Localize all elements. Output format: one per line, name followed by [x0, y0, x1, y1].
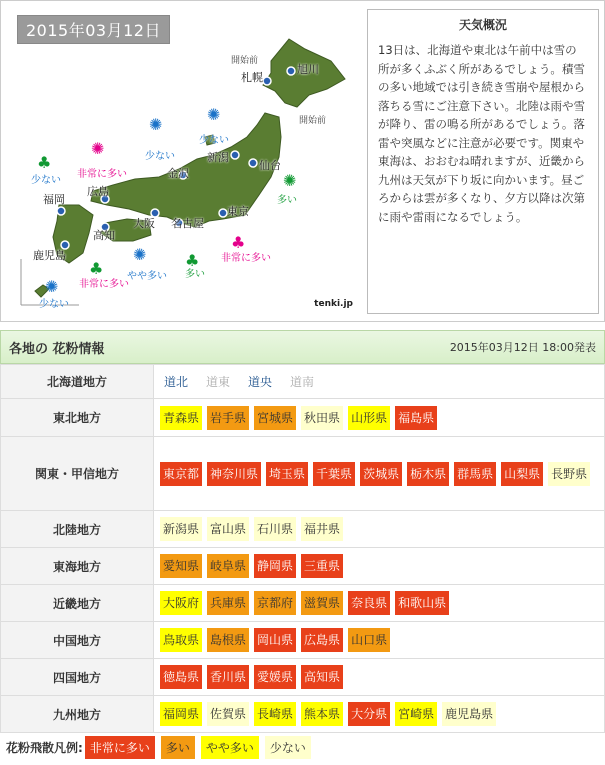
note-before-start: 開始前 — [231, 56, 259, 66]
pollen-title: 各地の 花粉情報 — [9, 341, 105, 357]
prefecture-link[interactable]: 東京都 — [160, 462, 202, 486]
hokkaido-area-link: 道東 — [206, 375, 231, 389]
table-row — [1, 437, 605, 511]
pollen-level-label: やや多い — [127, 271, 167, 282]
city-label-sendai: 仙台 — [259, 159, 281, 172]
region-name: 近畿地方 — [1, 585, 154, 622]
tree-icon: ♣ — [185, 251, 200, 270]
hokkaido-area-link[interactable]: 道北 — [164, 375, 189, 389]
prefecture-link[interactable]: 茨城県 — [360, 462, 402, 486]
prefecture-link[interactable]: 石川県 — [254, 517, 296, 541]
tree-icon: ♣ — [37, 153, 52, 172]
region-name: 北陸地方 — [1, 511, 154, 548]
tree-icon: ♣ — [231, 233, 246, 252]
region-prefectures — [154, 696, 605, 733]
note-before-start: 開始前 — [299, 116, 327, 126]
pollen-burst-icon: ✺ — [149, 115, 163, 134]
prefecture-link[interactable]: 滋賀県 — [301, 591, 343, 615]
city-label-sapporo: 札幌 — [241, 71, 263, 84]
city-label-osaka: 大阪 — [133, 217, 155, 230]
city-label-kanazawa: 金沢 — [167, 167, 189, 180]
prefecture-link[interactable]: 宮城県 — [254, 406, 296, 430]
region-prefectures — [154, 437, 605, 511]
prefecture-link[interactable]: 和歌山県 — [395, 591, 449, 615]
prefecture-link[interactable]: 埼玉県 — [266, 462, 308, 486]
pollen-info-section — [0, 330, 605, 765]
pollen-header — [0, 330, 605, 364]
forecast-panel — [0, 0, 605, 322]
pollen-level-label: 少ない — [145, 151, 175, 162]
pollen-level-label: 少ない — [199, 135, 229, 146]
table-row — [1, 585, 605, 622]
prefecture-link[interactable]: 熊本県 — [301, 702, 343, 726]
region-areas — [154, 365, 605, 399]
region-name: 東海地方 — [1, 548, 154, 585]
prefecture-link[interactable]: 山口県 — [348, 628, 390, 652]
prefecture-link[interactable]: 岩手県 — [207, 406, 249, 430]
pollen-issued-time: 2015年03月12日 18:00発表 — [449, 341, 596, 354]
region-prefectures — [154, 511, 605, 548]
forecast-date: 2015年03月12日 — [17, 15, 170, 44]
region-prefectures — [154, 585, 605, 622]
japan-map-graphic — [9, 9, 359, 315]
prefecture-link[interactable]: 徳島県 — [160, 665, 202, 689]
city-label-kagoshima: 鹿児島 — [33, 249, 66, 262]
prefecture-link[interactable]: 岡山県 — [254, 628, 296, 652]
city-label-fukuoka: 福岡 — [43, 193, 65, 206]
hokkaido-area-link[interactable]: 道央 — [248, 375, 273, 389]
prefecture-link[interactable]: 大阪府 — [160, 591, 202, 615]
table-row — [1, 399, 605, 437]
prefecture-link[interactable]: 福島県 — [395, 406, 437, 430]
prefecture-link[interactable]: 高知県 — [301, 665, 343, 689]
prefecture-link[interactable]: 佐賀県 — [207, 702, 249, 726]
city-label-nagoya: 名古屋 — [171, 217, 204, 230]
pollen-level-label: 多い — [277, 195, 297, 206]
region-prefectures — [154, 548, 605, 585]
region-prefectures — [154, 659, 605, 696]
table-row — [1, 511, 605, 548]
region-name: 関東・甲信地方 — [1, 437, 154, 511]
prefecture-link[interactable]: 千葉県 — [313, 462, 355, 486]
weather-text: 13日は、北海道や東北は午前中は雪の所が多くふぶく所があるでしょう。積雪の多い地域では引き続き雪崩や屋根から落ちる雪にご注意下さい。北陸は雨や雪が降り、雷の鳴る所があるでしょう。落雷や突風などに注意が必要です。関東や東海は、おおむね晴れますが、近畿から九州は天気が下り坂に向かいます。昼ごろからは雲が多くなり、夕方以降は次第に雨や雷雨になるでしょう。 — [378, 43, 585, 224]
prefecture-link[interactable]: 愛知県 — [160, 554, 202, 578]
prefecture-link[interactable]: 広島県 — [301, 628, 343, 652]
hokkaido-area-link: 道南 — [290, 375, 315, 389]
map-credit: tenki.jp — [314, 299, 353, 309]
region-name: 九州地方 — [1, 696, 154, 733]
pollen-level-label: 少ない — [31, 175, 61, 186]
prefecture-link[interactable]: 静岡県 — [254, 554, 296, 578]
legend-item: やや多い — [201, 736, 259, 759]
prefecture-link[interactable]: 奈良県 — [348, 591, 390, 615]
pollen-level-label: 少ない — [39, 299, 69, 310]
city-label-tokyo: 東京 — [227, 205, 249, 218]
pollen-burst-icon: ✺ — [91, 139, 105, 158]
legend-item: 非常に多い — [85, 736, 155, 759]
prefecture-link[interactable]: 鳥取県 — [160, 628, 202, 652]
region-name: 中国地方 — [1, 622, 154, 659]
region-prefectures — [154, 622, 605, 659]
region-prefectures — [154, 399, 605, 437]
legend-item: 多い — [161, 736, 195, 759]
prefecture-link[interactable]: 大分県 — [348, 702, 390, 726]
pollen-map — [9, 9, 359, 315]
prefecture-link[interactable]: 神奈川県 — [207, 462, 261, 486]
pollen-burst-icon: ✺ — [207, 105, 221, 124]
legend-item: 少ない — [265, 736, 311, 759]
prefecture-link[interactable]: 宮崎県 — [395, 702, 437, 726]
city-label-hiroshima: 広島 — [87, 185, 109, 198]
city-label-niigata: 新潟 — [207, 151, 229, 164]
table-row — [1, 622, 605, 659]
pollen-table — [0, 364, 605, 733]
weather-title: 天気概況 — [458, 18, 507, 32]
prefecture-link[interactable]: 岐阜県 — [207, 554, 249, 578]
legend-label: 花粉飛散凡例: — [6, 741, 83, 755]
prefecture-link[interactable]: 栃木県 — [407, 462, 449, 486]
pollen-legend — [6, 736, 317, 759]
tree-icon: ♣ — [89, 259, 104, 278]
prefecture-link[interactable]: 鹿児島県 — [442, 702, 496, 726]
prefecture-link[interactable]: 新潟県 — [160, 517, 202, 541]
pollen-burst-icon: ✺ — [133, 245, 147, 264]
region-name: 東北地方 — [1, 399, 154, 437]
pollen-level-label: 非常に多い — [79, 279, 129, 290]
table-row — [1, 548, 605, 585]
prefecture-link[interactable]: 京都府 — [254, 591, 296, 615]
weather-overview — [367, 9, 599, 314]
prefecture-link[interactable]: 山形県 — [348, 406, 390, 430]
prefecture-link[interactable]: 群馬県 — [454, 462, 496, 486]
prefecture-link[interactable]: 青森県 — [160, 406, 202, 430]
region-name: 北海道地方 — [1, 365, 154, 399]
pollen-burst-icon: ✺ — [283, 171, 297, 190]
pollen-level-label: 非常に多い — [221, 253, 271, 264]
table-row — [1, 659, 605, 696]
city-label-asahikawa: 旭川 — [297, 63, 319, 76]
prefecture-link[interactable]: 秋田県 — [301, 406, 343, 430]
prefecture-link[interactable]: 福井県 — [301, 517, 343, 541]
region-name: 四国地方 — [1, 659, 154, 696]
table-row — [1, 365, 605, 399]
pollen-level-label: 非常に多い — [77, 169, 127, 180]
prefecture-link[interactable]: 香川県 — [207, 665, 249, 689]
pollen-burst-icon: ✺ — [45, 277, 59, 296]
pollen-level-label: 多い — [185, 269, 205, 280]
prefecture-link[interactable]: 愛媛県 — [254, 665, 296, 689]
prefecture-link[interactable]: 三重県 — [301, 554, 343, 578]
prefecture-link[interactable]: 富山県 — [207, 517, 249, 541]
prefecture-link[interactable]: 福岡県 — [160, 702, 202, 726]
prefecture-link[interactable]: 長野県 — [548, 462, 590, 486]
prefecture-link[interactable]: 山梨県 — [501, 462, 543, 486]
prefecture-link[interactable]: 長崎県 — [254, 702, 296, 726]
prefecture-link[interactable]: 島根県 — [207, 628, 249, 652]
table-row — [1, 696, 605, 733]
city-label-kochi: 高知 — [93, 229, 115, 242]
prefecture-link[interactable]: 兵庫県 — [207, 591, 249, 615]
